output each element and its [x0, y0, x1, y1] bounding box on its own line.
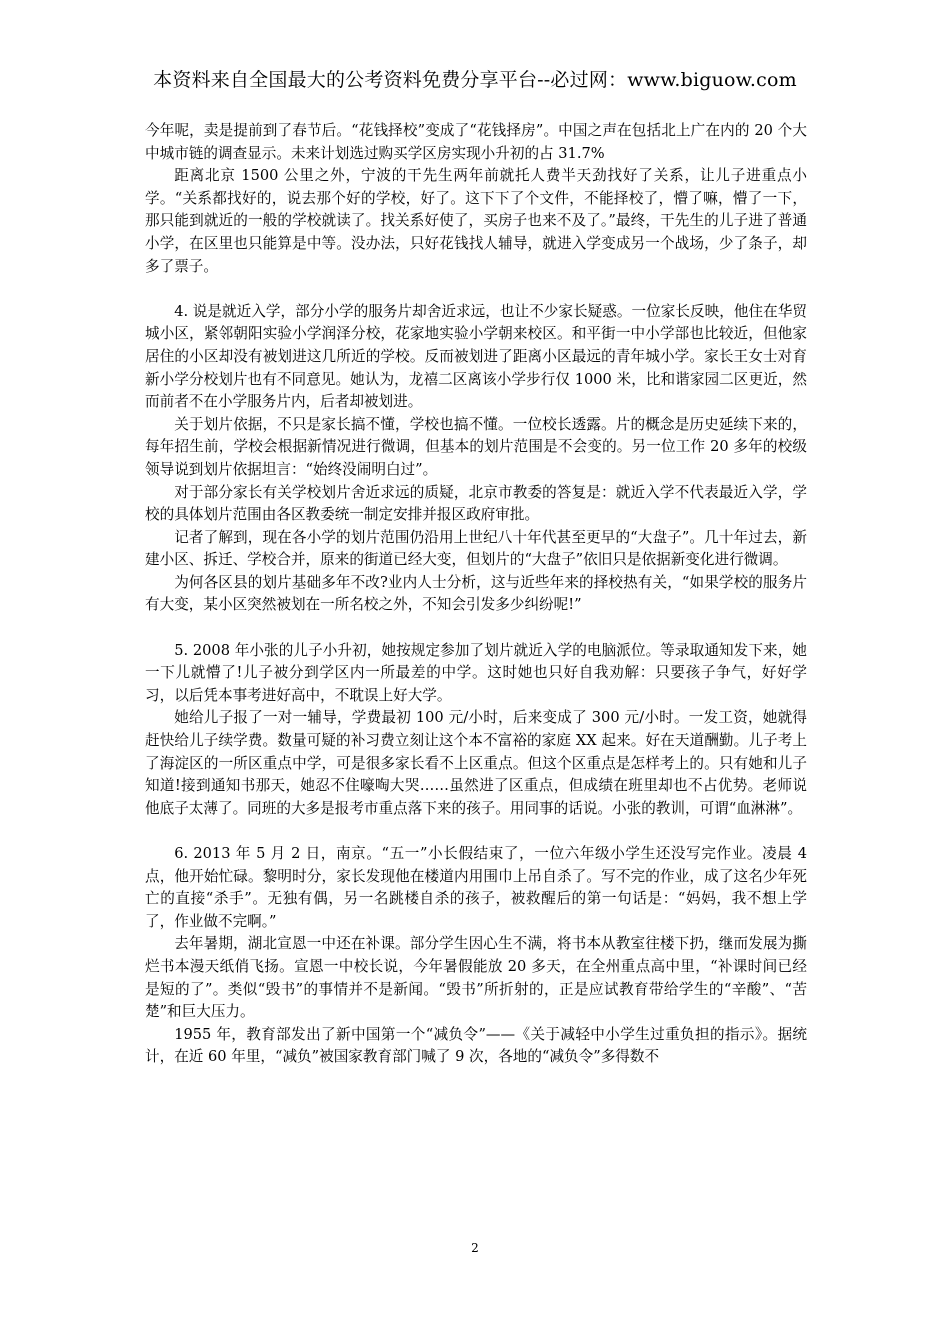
paragraph: 5. 2008 年小张的儿子小升初，她按规定参加了划片就近入学的电脑派位。等录取通知发下来，她一下儿就懵了!儿子被分到学区内一所最差的中学。这时她也只好自我劝解：只要孩子争气，好好学习，以后凭本事考进好高中，不耽误上好大学。 [145, 641, 807, 704]
paragraph: 距离北京 1500 公里之外，宁波的干先生两年前就托人费半天劲找好了关系，让儿子进重点小学。“关系都找好的，说去那个好的学校，好了。这下下了个文件，不能择校了，懵了嘛，懵了一下，那只能到就近的一般的学校就读了。找关系好使了，买房子也来不及了。”最终，干先生的儿子进了普通小学，在区里也只能算是中等。没办法，只好花钱找人辅导，就进入学变成另一个战场，少了条子，却多了票子。 [145, 167, 807, 275]
page-header: 本资料来自全国最大的公考资料免费分享平台--必过网：www.biguow.com [153, 69, 797, 91]
paragraph: 她给儿子报了一对一辅导，学费最初 100 元/小时，后来变成了 300 元/小时。一发工资，她就得赶快给儿子续学费。数量可疑的补习费立刻让这个本不富裕的家庭 XX 起来。好在天道酬勤。儿子考上了海淀区的一所区重点中学，可是很多家长看不上区重点。但这个区重点是怎样考上的。只有她和儿子知道!接到通知书那天，她忍不住嚎啕大哭……虽然进了区重点，但成绩在班里却也不占优势。老师说他底子太薄了。同班的大多是报考市重点落下来的孩子。用同事的话说。小张的教训，可谓“血淋淋”。 [145, 709, 807, 817]
document-body [145, 120, 807, 1069]
page-number: 2 [471, 1241, 479, 1255]
paragraph: 4. 说是就近入学，部分小学的服务片却舍近求远，也让不少家长疑惑。一位家长反映，他住在华贸城小区，紧邻朝阳实验小学润泽分校，花家地实验小学朝来校区。和平街一中小学部也比较近，但他家居住的小区却没有被划进这几所近的学校。反而被划进了距离小区最远的青年城小学。家长王女士对育新小学分校划片也有不同意见。她认为，龙禧二区离该小学步行仅 1000 米，比和谐家园二区更近，然而前者不在小学服务片内，后者却被划进。 [145, 302, 807, 411]
paragraph: 去年暑期，湖北宣恩一中还在补课。部分学生因心生不满，将书本从教室往楼下扔，继而发展为撕烂书本漫天纸俏飞扬。宣恩一中校长说，今年暑假能放 20 多天，在全州重点高中里，“补课时间已经是短的了”。类似“毁书”的事情并不是新闻。“毁书”所折射的，正是应试教育带给学生的“辛酸”、“苦楚”和巨大压力。 [145, 935, 807, 1021]
paragraph: 记者了解到，现在各小学的划片范围仍沿用上世纪八十年代甚至更早的“大盘子”。几十年过去，新建小区、拆迁、学校合并，原来的街道已经大变，但划片的“大盘子”依旧只是依据新变化进行微调。 [145, 528, 807, 569]
paragraph: 为何各区县的划片基础多年不改?业内人士分析，这与近些年来的择校热有关，“如果学校的服务片有大变，某小区突然被划在一所名校之外，不知会引发多少纠纷呢!” [145, 573, 807, 614]
paragraph: 6. 2013 年 5 月 2 日，南京。“五一”小长假结束了，一位六年级小学生还没写完作业。凌晨 4 点，他开始忙碌。黎明时分，家长发现他在楼道内用围巾上吊自杀了。写不完的作业，成了这名少年死亡的直接“杀手”。无独有偶，另一名跳楼自杀的孩子，被救醒后的第一句话是：“妈妈，我不想上学了，作业做不完啊。” [145, 845, 807, 930]
paragraph: 关于划片依据，不只是家长搞不懂，学校也搞不懂。一位校长透露。片的概念是历史延续下来的，每年招生前，学校会根据新情况进行微调，但基本的划片范围是不会变的。另一位工作 20 多年的校级领导说到划片依据坦言：“始终没闹明白过”。 [145, 415, 807, 478]
paragraph: 对于部分家长有关学校划片舍近求远的质疑，北京市教委的答复是：就近入学不代表最近入学，学校的具体划片范围由各区教委统一制定安排并报区政府审批。 [145, 483, 807, 524]
paragraph: 今年呢，卖是提前到了春节后。“花钱择校”变成了“花钱择房”。中国之声在包括北上广在内的 20 个大中城市链的调查显示。未来计划选过购买学区房实现小升初的占 31.7% [145, 122, 807, 162]
paragraph: 1955 年，教育部发出了新中国第一个“减负令”——《关于减轻中小学生过重负担的指示》。据统计，在近 60 年里，“减负”被国家教育部门喊了 9 次，各地的“减负令”多得数不 [145, 1025, 807, 1066]
